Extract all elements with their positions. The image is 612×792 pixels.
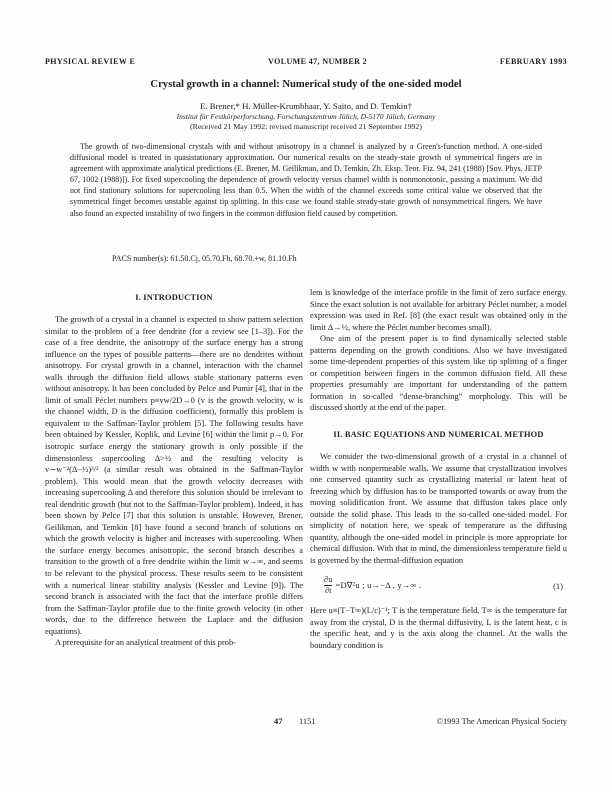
section-heading-method: II. BASIC EQUATIONS AND NUMERICAL METHOD [333,430,544,440]
equation-numerator: ∂u [324,574,333,585]
equation-body: =D∇²u ; u→−Δ , y→∞ . [335,580,422,591]
intro-paragraph-2-start: A prerequisite for an analytical treatment of this prob- [55,638,236,648]
abstract [70,141,542,219]
intro-paragraph-1: The growth of a crystal in a channel is expected to show pattern selection similar to the problem of a free dendrite (for a review see [1–3]). For the case of a free dendrite, the anisotropy of the surface energy has a strong influence on the types of possible patterns—there are no dendrites without anisotropy. For crystal growth in a channel, interaction with the channel walls through the diffusion field allows stable stationary patterns even without anisotropy. It has been concluded by Pelce and Pumir [4], that in the limit of small Péclet numbers p≡vw/2D→0 (v is the growth velocity, w is the channel width, D is the diffusion coefficient), formally this problem is equivalent to the Saffman-Taylor problem [5]. The following results have been obtained by Kessler, Koplik, and Levine [6] within the limit p→0. For isotropic surface energy the stationary growth is only possible if the dimensionless supercooling Δ>½ and the resulting velocity is v∼w⁻²(Δ−½)³/² (a similar result was obtained in the Saffman-Taylor problem). This would mean that the growth velocity decreases with increasing supercooling Δ and therefore this solution should be irrelevant to real dendritic growth (but not to the Saffman-Taylor problem). Indeed, it has been shown by Pelce [7] that this solution is unstable. However, Brener, Geilikman, and Temkin [8] have found a second branch of solutions on which the growth velocity is higher and increases with supercooling. When the surface energy becomes anisotropic, the second branch describes a transition to the growth of a free dendrite within the limit w→∞, and seems to be relevant to the physical process. These results seem to be consistent with a numerical linear stability analysis (Kessler and Levine [9]). The second branch is associated with the fact that the interface profile differs from the Saffman-Taylor profile due to the finite growth velocity (in other words, due to the difference between the Laplace and the diffusion equations). [45,315,303,636]
right-column [310,287,567,651]
received-line: (Received 21 May 1992; revised manuscript received 21 September 1992) [190,122,422,131]
journal-name: PHYSICAL REVIEW E [45,57,136,66]
footer-volume-number: 47 [274,717,283,726]
volume-issue: VOLUME 47, NUMBER 2 [268,57,368,66]
equation-1 [324,575,567,596]
method-paragraph-2: Here u≡(T−T∞)(L/c)⁻¹; T is the temperature field, T∞ is the temperature far away from the crystal, D is the thermal diffusivity, L is the latent heat, c is the specific heat, and y is the axis along the channel. At the walls the boundary condition is [310,606,567,650]
equation-number: (1) [553,580,563,591]
equation-fraction [324,575,332,596]
intro-paragraph-3: One aim of the present paper is to find dynamically selected stable patterns depending on the growth conditions. Also we have investigated some time-dependent properties of this system like tip splitting of a finger or competition between fingers in the common diffusion field. All these properties presumably are important for understanding of the pattern formation in so-called “dense-branching” morphology. This will be discussed shortly at the end of the paper. [310,334,567,413]
section-heading-introduction: I. INTRODUCTION [135,293,213,302]
left-column [45,293,303,649]
footer-copyright: ©1993 The American Physical Society [436,717,567,726]
method-paragraph-1: We consider the two-dimensional growth of a crystal in a channel of width w with nonpermeable walls. We assume that crystallization involves one conserved quantity such as crystallizing material or latent heat of freezing which by diffusion has to be transported towards or away from the moving solidification front. We assume that diffusion takes place only outside the solid phase. This leads to the so-called one-sided model. For simplicity of notation here, we speak of temperature as the diffusing quantity, although the one-sided model in principle is more appropriate for chemical diffusion. With that in mind, the dimensionless temperature field u is governed by the thermal-diffusion equation [310,452,567,565]
affiliation-line: Institut für Festkörperforschung, Forschungszentrum Jülich, D-5170 Jülich, Germany [176,112,436,121]
equation-denominator: ∂t [324,585,332,596]
abstract-text: The growth of two-dimensional crystals with and without anisotropy in a channel is analyzed by a Green's-function method. A one-sided diffusional model is treated in quasistationary approximation. Our numerical results on the steady-state growth of symmetrical fingers are in agreement with approximate analytical predictions (E. Brener, M. Geilikman, and D. Temkin, Zh. Eksp. Teor. Fiz. 94, 241 (1988) [Sov. Phys. JETP 67, 1002 (1988)]). For fixed supercooling the dependence of growth velocity versus channel width is nonmonotonic, passing a maximum. We did not find stationary solutions for supercooling less than 0.5. When the width of the channel exceeds some critical value we observed that the symmetrical finger becomes unstable against tip splitting. In this case we found stable steady-state growth of nonsymmetrical fingers. We have also found an expected instability of two fingers in the common diffusion field caused by competition. [70,142,542,218]
issue-date: FEBRUARY 1993 [499,57,567,66]
authors-line: E. Brener,* H. Müller-Krumbhaar, Y. Saito, and D. Temkin† [199,101,413,111]
paper-title: Crystal growth in a channel: Numerical study of the one-sided model [150,79,462,90]
footer-page-number: 1151 [299,717,316,726]
intro-paragraph-2-continued: lem is knowledge of the interface profile in the limit of zero surface energy. Since the exact solution is not available for arbitrary Péclet number, a model expression was used in Ref. [8] (the exact result was obtained only in the limit Δ→½, where the Péclet number becomes small). [310,288,567,332]
running-head [45,57,567,66]
pacs-line: PACS number(s): 61.50.Cj, 05.70.Fh, 68.70.+w, 81.10.Fh [112,254,297,263]
